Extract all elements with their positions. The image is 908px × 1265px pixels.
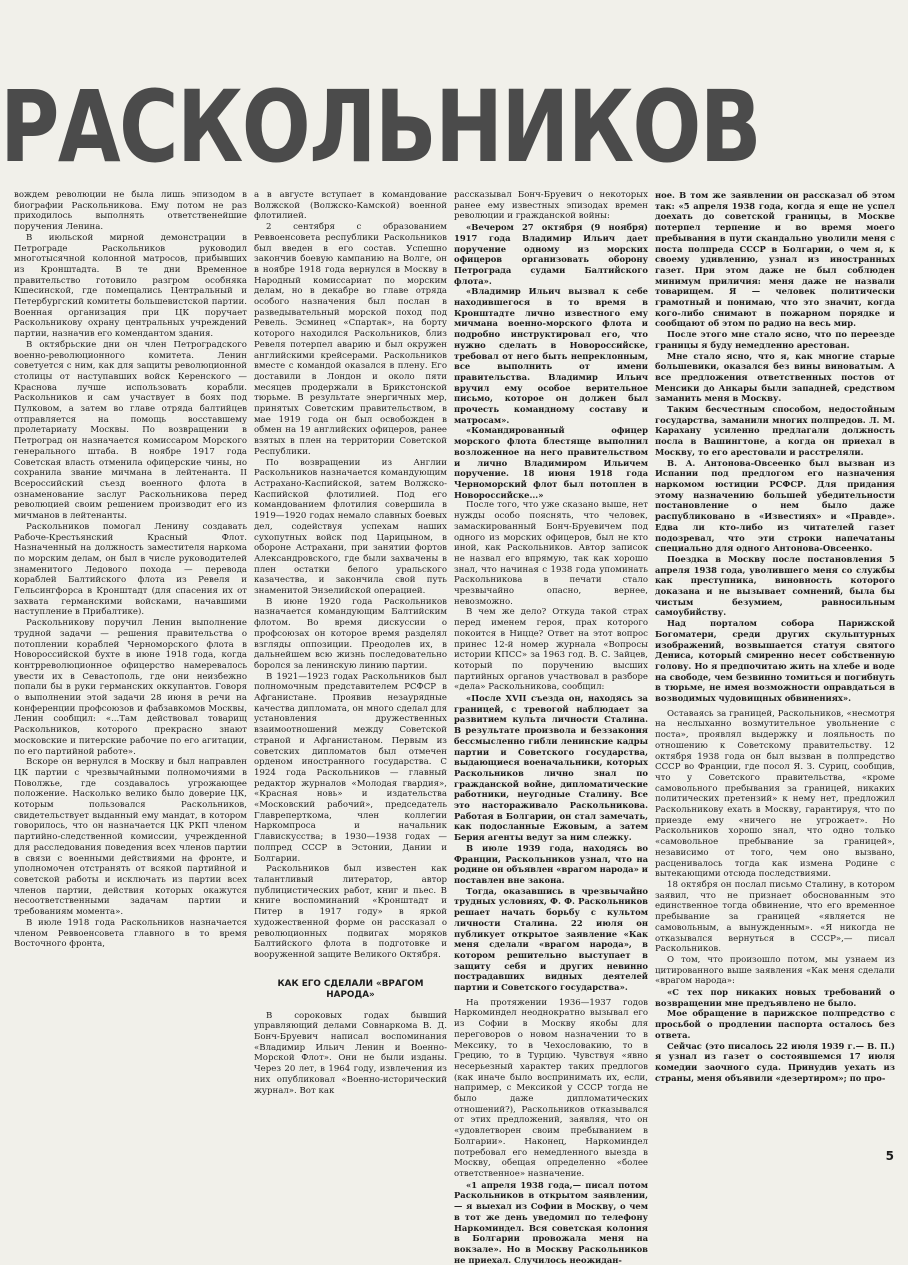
paragraph: По возвращении из Англии Раскольников назначается командующим Астрахано-Каспийской, затем Волжско-Каспийской флотилией. Под его командованием флотилия совершила в 1919—1920 годах немало славных боевых дел, содействуя успехам наших сухопутных войск под Царицыном, в обороне Астрахани, при занятии фортов Александровского, где были захвачены в плен остатки белого уральского казачества, и закончила свой путь знаменитой Энзелийской операцией. xyxy=(254,457,447,597)
paragraph: «Командированный офицер морского флота блестяще выполнил возложенное на него правительством и лично Владимиром Ильичем поручение. 18 июня 1918 года Черноморский флот был потоплен в Новороссийске...» xyxy=(454,425,648,500)
paragraph: Раскольникову поручил Ленин выполнение трудной задачи — решения правительства о потоплении кораблей Черноморского флота в Новороссийской бухте в июне 1918 года, когда контрреволюционное офицерство намеревалось увести их в Севастополь, где они неизбежно попали бы в руки германских оккупантов. Говоря о выполнении этой задачи 28 июня в речи на конференции профсоюзов и фабзавкомов Москвы, Ленин сообщил: «...Там действовал товарищ Раскольников, которого прекрасно знают московские и питерские рабочие по его агитации, по его партийной работе». xyxy=(14,618,247,757)
paragraph: Раскольников был известен как талантливый литератор, автор публицистических работ, книг и пьес. В книге воспоминаний «Кронштадт и Питер в 1917 году» в яркой художественной форме он рассказал о революционных подвигах моряков Балтийского флота в подготовке и вооруженной защите Великого Октября. xyxy=(254,864,447,960)
paragraph: «С тех пор никаких новых требований о возвращении мне предъявлено не было. xyxy=(655,987,895,1008)
paragraph: Раскольников помогал Ленину создавать Рабоче-Крестьянский Красный Флот. Назначенный на должность заместителя наркома по морским делам, он был в числе руководителей знаменитого Ледового похода — перевода кораблей Балтийского флота из Ревеля и Гельсингфорса в Кронштадт (для спасения их от захвата германскими войсками, начавшими наступление в Прибалтике). xyxy=(14,521,247,618)
paragraph: Поездка в Москву после постановления 5 апреля 1938 года, уволившего меня со службы как преступника, виновность которого доказана и не вызывает сомнений, была бы чистым безумием, равносильным самоубийству. xyxy=(655,553,895,618)
article-column-2 xyxy=(254,190,447,1190)
paragraph: В. А. Антонова-Овсеенко был вызван из Испании под предлогом его назначения наркомом юстиции РСФСР. Для придания этому назначению большей убедительности постановление о нем было даже распубликовано в «Известиях» и «Правде». Едва ли кто-либо из читателей газет подозревал, что эти строки напечатаны специально для одного Антонова-Овсеенко. xyxy=(655,457,895,554)
paragraph: Вскоре он вернулся в Москву и был направлен ЦК партии с чрезвычайными полномочиями в Поволжье, где создавалось угрожающее положение. Насколько велико было доверие ЦК, которым пользовался Раскольников, свидетельствует выданный ему мандат, в котором говорилось, что он назначается ЦК РКП членом партийно-следственной комиссии, учрежденной для расследования поведения всех членов партии в связи с военными действиями на фронте, и уполномочен отстранять от всякой партийной и советской работы и исключать из партии всех членов партии, действия которых окажутся несоответственными задачам партии и требованиям момента». xyxy=(14,757,247,918)
paragraph: После того, что уже сказано выше, нет нужды особо пояснять, что человек, замаскированный Бонч-Бруевичем под одного из морских офицеров, был не кто иной, как Раскольников. Автор записок не назвал его впрямую, так как хорошо знал, что начиная с 1938 года упоминать Раскольникова в печати стало чрезвычайно опасно, вернее, невозможно. xyxy=(454,500,648,607)
paragraph: 2 сентября с образованием Реввоенсовета республики Раскольников был введен в его состав. Успешно закончив боевую кампанию на Волге, он в ноябре 1918 года вернулся в Москву в Народный комиссариат по морским делам, но в декабре во главе отряда особого назначения был послан в разведывательный морской поход под Ревель. Эсминец «Спартак», на борту которого находился Раскольников, близ Ревеля потерпел аварию и был окружен английскими крейсерами. Раскольников вместе с командой оказался в плену. Его доставили в Лондон и около пяти месяцев продержали в Брикстонской тюрьме. В результате энергичных мер, принятых Советским правительством, в мае 1919 года он был освобожден в обмен на 19 английских офицеров, ранее взятых в плен на территории Советской Республики. xyxy=(254,222,447,457)
article-headline: РАСКОЛЬНИКОВ xyxy=(0,70,761,185)
paragraph: ное. В том же заявлении он рассказал об этом так: «5 апреля 1938 года, когда я еще не успел доехать до советской границы, в Москве потерпел терпение и во время моего пребывания в пути скандально уволили меня с поста полпреда СССР в Болгарии, о чем я, к своему удивлению, узнал из иностранных газет. При этом даже не был соблюден минимум приличия: меня даже не назвали товарищем. Я — человек политически грамотный и понимаю, что это значит, когда кого-либо снимают в пожарном порядке и сообщают об этом по радио на весь мир. xyxy=(655,190,895,329)
paragraph: В сороковых годах бывший управляющий делами Совнаркома В. Д. Бонч-Бруевич написал воспоминания «Владимир Ильич Ленин и Военно-Морской Флот». Они не были изданы. Через 20 лет, в 1964 году, извлечения из них опубликовал «Военно-исторический журнал». Вот как xyxy=(254,1010,447,1096)
paragraph: Сейчас (это писалось 22 июля 1939 г.— В. П.) я узнал из газет о состоявшемся 17 июля комедии заочного суда. Принудив уехать из страны, меня объявили «дезертиром»; по про- xyxy=(655,1040,895,1083)
paragraph: После этого мне стало ясно, что по переезде границы я буду немедленно арестован. xyxy=(655,329,895,350)
paragraph: а в августе вступает в командование Волжской (Волжско-Камской) военной флотилией. xyxy=(254,190,447,222)
paragraph: В июле 1939 года, находясь во Франции, Раскольников узнал, что на родине он объявлен «врагом народа» и поставлен вне закона. xyxy=(454,842,648,885)
paragraph: В октябрьские дни он член Петроградского военно-революционного комитета. Ленин советуется с ним, как для защиты революционной столицы от наступавших войск Керенского — Краснова лучше использовать корабли. Раскольников и сам участвует в боях под Пулковом, а затем во главе отряда балтийцев отправляется на помощь восставшему пролетариату Москвы. По возвращении в Петроград он назначается комиссаром Морского генерального штаба. В ноябре 1917 года Советская власть отменила офицерские чины, но сохранила звание мичмана в лейтенанта. II Всероссийский съезд военного флота в ознаменование заслуг Раскольникова перед революцией своим решением производит его из мичманов в лейтенанты. xyxy=(14,339,247,522)
article-column-1 xyxy=(14,190,247,1190)
paragraph: рассказывал Бонч-Бруевич о некоторых ранее ему известных эпизодах времен революции и гражданской войны: xyxy=(454,190,648,222)
paragraph: вождем революции не была лишь эпизодом в биографии Раскольникова. Ему потом не раз приходилось выполнять ответственейшие поручения Ленина. xyxy=(14,190,247,233)
page-number: 5 xyxy=(885,1149,894,1163)
paragraph: «1 апреля 1938 года,— писал потом Раскольников в открытом заявлении,— я выехал из Софии в Москву, о чем в тот же день уведомил по телефону Наркоминдел. Вся советская колония в Болгарии провожала меня на вокзале». Но в Москву Раскольников не приехал. Случилось неожидан- xyxy=(454,1179,648,1265)
paragraph: В 1921—1923 годах Раскольников был полномочным представителем РСФСР в Афганистане. Проявив незаурядные качества дипломата, он много сделал для установления дружественных взаимоотношений между Советской страной и Афганистаном. Первым из советских дипломатов был отмечен орденом иностранного государства. С 1924 года Раскольников — главный редактор журналов «Молодая гвардия», «Красная новь» и издательства «Московский рабочий», председатель Главреперткома, член коллегии Наркомпроса и начальник Главискусства; в 1930—1938 годах — полпред СССР в Эстонии, Дании и Болгарии. xyxy=(254,671,447,864)
article-column-3 xyxy=(454,190,648,1265)
section-title: КАК ЕГО СДЕЛАЛИ «ВРАГОМ НАРОДА» xyxy=(277,978,424,1000)
paragraph: В июле 1918 года Раскольников назначается членом Реввоенсовета главного в то время Восточного фронта, xyxy=(14,917,247,950)
paragraph: Мое обращение в парижское полпредство с просьбой о продлении паспорта осталось без ответа. xyxy=(655,1008,895,1040)
paragraph: «Владимир Ильич вызвал к себе находившегося в то время в Кронштадте лично известного ему мичмана военно-морского флота и подробно инструктировал его, что нужно сделать в Новороссийске, требовал от него быть непреклонным, все выполнить от имени правительства. Владимир Ильич вручил ему особое верительное письмо, которое он должен был прочесть командному составу и матросам». xyxy=(454,286,648,425)
paragraph: 18 октября он послал письмо Сталину, в котором заявил, что не признает обоснованным это единственное тогда обвинение, что его временное пребывание за границей «является не самовольным, а вынужденным». «Я никогда не отказывался вернуться в СССР»,— писал Раскольников. xyxy=(655,880,895,955)
paragraph: «После XVII съезда он, находясь за границей, с тревогой наблюдает за развитием культа личности Сталина. В результате произвола и беззакония бессмысленно гибли ленинские кадры партии и Советского государства, выдающиеся военачальники, которых Раскольников лично знал по гражданской войне, дипломатические работники, неугодные Сталину. Все это настораживало Раскольникова. Работая в Болгарии, он стал замечать, как подосланные Ежовым, а затем Берия агенты ведут за ним слежку. xyxy=(454,693,648,843)
paragraph: На протяжении 1936—1937 годов Наркоминдел неоднократно вызывал его из Софии в Москву якобы для переговоров о новом назначении то в Мексику, то в Чехословакию, то в Грецию, то в Турцию. Чувствуя «явно несерьезный характер таких предлогов (как иначе было воспринимать их, если, например, с Мексикой у СССР тогда не было даже дипломатических отношений?), Раскольников отказывался от этих предложений, заявляя, что он «удовлетворен своим пребыванием в Болгарии». Наконец, Наркоминдел потребовал его немедленного выезда в Москву, обещая определенно «более ответственное» назначение. xyxy=(454,997,648,1179)
paragraph: Над порталом собора Парижской Богоматери, среди других скульптурных изображений, возвышается статуя святого Дениса, который смиренно несет собственную голову. Но я предпочитаю жить на хлебе и воде на свободе, чем безвинно томиться и погибнуть в тюрьме, не имея возможности оправдаться в возводимых чудовищных обвинениях». xyxy=(655,618,895,704)
paragraph: В июльской мирной демонстрации в Петрограде Раскольников руководил многотысячной колонной матросов, прибывших из Кронштадта. В те дни Временное правительство готовило разгром особняка Кшесинской, где помещались Центральный и Петербургский комитеты большевистской партии. Военная организация при ЦК поручает Раскольникову охрану центральных учреждений партии, назначив его комендантом здания. xyxy=(14,232,247,340)
paragraph: О том, что произошло потом, мы узнаем из цитированного выше заявления «Как меня сделали «врагом народа»: xyxy=(655,954,895,987)
paragraph: Таким бесчестным способом, недостойным государства, заманили многих полпредов. Л. М. Карахану усиленно предлагали должность посла в Вашингтоне, а когда он приехал в Москву, то его арестовали и расстреляли. xyxy=(655,404,895,457)
paragraph: В чем же дело? Откуда такой страх перед именем героя, прах которого покоится в Ницце? Ответ на этот вопрос принес 12-й номер журнала «Вопросы истории КПСС» за 1963 год. В. С. Зайцев, который по поручению высших партийных органов участвовал в разборе «дела» Раскольникова, сообщил: xyxy=(454,607,648,693)
paragraph: В июне 1920 года Раскольников назначается командующим Балтийским флотом. Во время дискуссии о профсоюзах он которое время разделял взгляды оппозиции. Преодолев их, в дальнейшем всю жизнь последовательно боролся за ленинскую линию партии. xyxy=(254,596,447,671)
article-column-4 xyxy=(655,190,895,1190)
paragraph: Оставаясь за границей, Раскольников, «несмотря на неслыханно возмутительное увольнение с поста», проявлял выдержку и лояльность по отношению к Советскому правительству. 12 октября 1938 года он был вызван в полпредство СССР во Франции, где посол Я. З. Суриц, сообщив, что у Советского правительства, «кроме самовольного пребывания за границей, никаких политических претензий» к нему нет, предложил Раскольникову ехать в Москву, гарантируя, что по приезде ему «ничего не угрожает». Но Раскольников хорошо знал, что одно только «самовольное пребывание за границей», независимо от того, чем оно вызвано, расценивалось тогда как измена Родине с вытекающими отсюда последствиями. xyxy=(655,708,895,880)
paragraph: Мне стало ясно, что я, как многие старые большевики, оказался без вины виноватым. А все предложения ответственных постов от Менсики до Анкары были западней, средством заманить меня в Москву. xyxy=(655,350,895,404)
paragraph: Тогда, оказавшись в чрезвычайно трудных условиях, Ф. Ф. Раскольников решает начать борьбу с культом личности Сталина. 22 июля он публикует открытое заявление «Как меня сделали «врагом народа», в котором решительно выступает в защиту себя и других невинно пострадавших видных деятелей партии и Советского государства». xyxy=(454,885,648,993)
paragraph: «Вечером 27 октября (9 ноября) 1917 года Владимир Ильич дает поручение одному из морских офицеров организовать оборону Петрограда судами Балтийского флота». xyxy=(454,222,648,286)
